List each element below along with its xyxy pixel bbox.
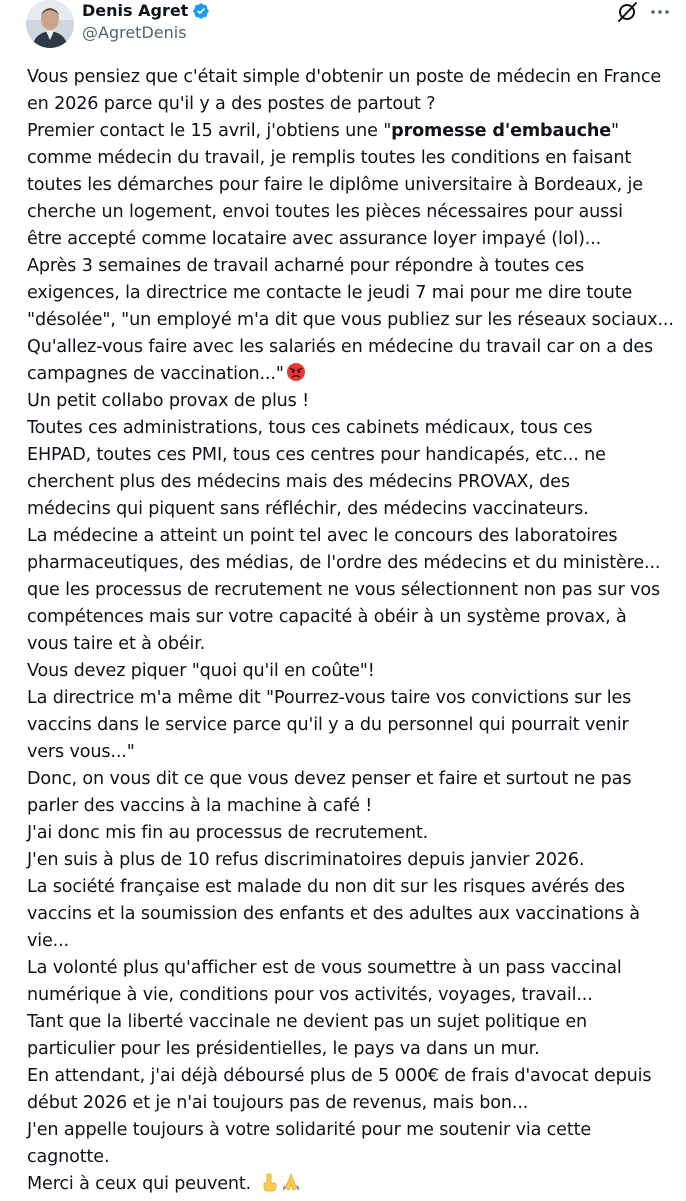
tweet-line: cagnotte. xyxy=(27,1147,110,1167)
tweet-line: particulier pour les présidentielles, le pays va dans un mur. xyxy=(27,1039,540,1059)
more-options-icon[interactable] xyxy=(648,0,672,24)
tweet-line: parler des vaccins à la machine à café ! xyxy=(27,796,373,816)
tweet-line: en 2026 parce qu'il y a des postes de partout ? xyxy=(27,94,436,114)
tweet-line: vie... xyxy=(27,931,70,951)
tweet-line: toutes les démarches pour faire le diplôme universitaire à Bordeaux, je xyxy=(27,175,643,195)
tweet-text-segment: Premier contact le 15 avril, j'obtiens une " xyxy=(27,121,392,141)
tweet-bold-text: promesse d'embauche xyxy=(391,121,612,141)
tweet-text-segment: " xyxy=(611,121,619,141)
author-display-name[interactable]: Denis Agret xyxy=(82,1,189,20)
tweet-line: Vous pensiez que c'était simple d'obtenir un poste de médecin en France xyxy=(27,67,662,87)
tweet-line: La médecine a atteint un point tel avec le concours des laboratoires xyxy=(27,526,618,546)
tweet-text xyxy=(27,64,679,1198)
tweet-line: J'en appelle toujours à votre solidarité pour me soutenir via cette xyxy=(27,1120,592,1140)
verified-badge-icon xyxy=(192,2,210,20)
tweet-line: vaccins dans le service parce qu'il y a du personnel qui pourrait venir xyxy=(27,715,629,735)
tweet-line: J'en suis à plus de 10 refus discriminatoires depuis janvier 2026. xyxy=(27,850,585,870)
tweet-line: être accepté comme locataire avec assurance loyer impayé (lol)... xyxy=(27,229,602,249)
tweet-line: cherche un logement, envoi toutes les pièces nécessaires pour aussi xyxy=(27,202,623,222)
avatar-image xyxy=(26,0,74,48)
tweet-line: que les processus de recrutement ne vous sélectionnent non pas sur vos xyxy=(27,580,661,600)
tweet-line: vers vous..." xyxy=(27,742,135,762)
tweet-line: numérique à vie, conditions pour vos activités, voyages, travail... xyxy=(27,985,593,1005)
tweet-line: Un petit collabo provax de plus ! xyxy=(27,391,310,411)
tweet-line: vaccins et la soumission des enfants et des adultes aux vaccinations à xyxy=(27,904,640,924)
author-handle[interactable]: @AgretDenis xyxy=(82,23,187,42)
tweet-line xyxy=(27,1171,679,1198)
tweet-line: Tant que la liberté vaccinale ne devient pas un sujet politique en xyxy=(27,1012,587,1032)
tweet-line: J'ai donc mis fin au processus de recrutement. xyxy=(27,823,429,843)
tweet-line: exigences, la directrice me contacte le jeudi 7 mai pour me dire toute xyxy=(27,283,633,303)
tweet-line: cherchent plus des médecins mais des médecins PROVAX, des xyxy=(27,472,570,492)
tweet-line: compétences mais sur votre capacité à obéir à un système provax, à xyxy=(27,607,627,627)
tweet-line xyxy=(27,361,679,388)
tweet-line: début 2026 et je n'ai toujours pas de revenus, mais bon... xyxy=(27,1093,529,1113)
tweet-text-segment: campagnes de vaccination..." xyxy=(27,364,284,384)
tweet-line: Vous devez piquer "quoi qu'il en coûte"! xyxy=(27,661,375,681)
tweet-line: pharmaceutiques, des médias, de l'ordre des médecins et du ministère... xyxy=(27,553,661,573)
tweet-line: comme médecin du travail, je remplis toutes les conditions en faisant xyxy=(27,148,632,168)
tweet-line: Toutes ces administrations, tous ces cabinets médicaux, tous ces xyxy=(27,418,593,438)
tweet-text-segment: Merci à ceux qui peuvent. xyxy=(27,1174,252,1194)
author-name-row[interactable] xyxy=(82,0,210,22)
tweet-line: Qu'allez-vous faire avec les salariés en médecine du travail car on a des xyxy=(27,337,654,357)
folded-hands-emoji xyxy=(281,1172,301,1192)
grok-icon[interactable] xyxy=(616,0,640,24)
tweet-line: médecins qui piquent sans réfléchir, des médecins vaccinateurs. xyxy=(27,499,589,519)
backhand-index-pointing-down-emoji xyxy=(259,1172,279,1192)
tweet-line: EHPAD, toutes ces PMI, tous ces centres pour handicapés, etc... ne xyxy=(27,445,606,465)
avatar[interactable] xyxy=(26,0,74,48)
tweet-line: La société française est malade du non dit sur les risques avérés des xyxy=(27,877,625,897)
angry-face-emoji xyxy=(286,362,306,382)
tweet-line: La volonté plus qu'afficher est de vous soumettre à un pass vaccinal xyxy=(27,958,622,978)
tweet-line: La directrice m'a même dit "Pourrez-vous taire vos convictions sur les xyxy=(27,688,632,708)
tweet-line: Donc, on vous dit ce que vous devez penser et faire et surtout ne pas xyxy=(27,769,632,789)
tweet-line: vous taire et à obéir. xyxy=(27,634,206,654)
tweet-line: "désolée", "un employé m'a dit que vous publiez sur les réseaux sociaux... xyxy=(27,310,674,330)
tweet-line: Après 3 semaines de travail acharné pour répondre à toutes ces xyxy=(27,256,585,276)
tweet-header xyxy=(0,0,686,60)
tweet-line xyxy=(27,118,679,145)
tweet-line: En attendant, j'ai déjà déboursé plus de 5 000€ de frais d'avocat depuis xyxy=(27,1066,652,1086)
